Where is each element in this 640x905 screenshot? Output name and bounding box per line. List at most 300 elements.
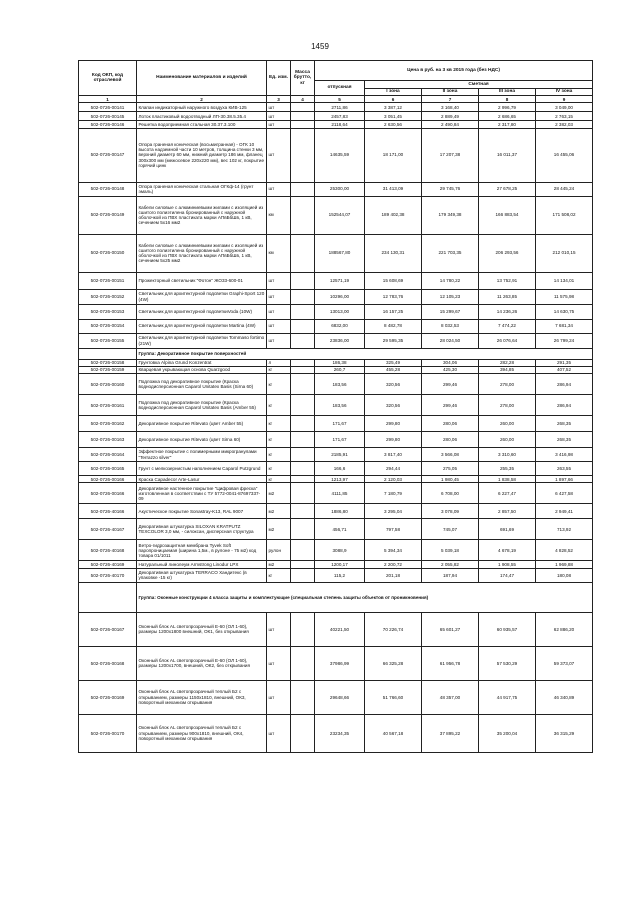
col-index: 2 (137, 96, 267, 103)
cell-zone-3: 7 474,22 (479, 319, 536, 333)
cell-name: Эффектное покрытие с полимерными микрогранулами "Terrazzo silver" (137, 448, 267, 462)
cell-mass (291, 319, 315, 333)
cell-unit: рулон (267, 540, 291, 561)
cell-zone-2: 2 889,49 (422, 112, 479, 121)
cell-zone-3: 206 293,56 (479, 234, 536, 272)
cell-name: Кабели силовые с алюминиевыми жилами с изоляцией из сшитого полиэтилена бронированный с наружной оболочкой из ПВХ пластиката марки АПвБбШв, 1 кВ, сечением 5х16 мм2 (137, 196, 267, 234)
cell-zone-2: 37 895,22 (422, 714, 479, 752)
cell-code: 502-0726-00146 (79, 121, 137, 128)
table-row (79, 128, 593, 182)
cell-zone-4: 291,35 (536, 359, 593, 366)
group-row (79, 582, 593, 612)
cell-release: 37986,99 (315, 646, 365, 680)
cell-zone-4: 46 340,89 (536, 680, 593, 714)
cell-zone-2: 5 039,18 (422, 540, 479, 561)
cell-name: Подложка под декоративное покрытие (Краска воднодисперсионная Caparol Unitatex Basis (Amber 55) (137, 395, 267, 416)
header-zone-2: II зона (422, 88, 479, 96)
cell-code: 502-0726-00153 (79, 304, 137, 319)
cell-mass (291, 612, 315, 646)
cell-zone-1: 12 783,76 (365, 289, 422, 304)
cell-zone-4: 713,92 (536, 519, 593, 540)
cell-mass (291, 448, 315, 462)
header-release: отпускная (315, 81, 365, 96)
cell-mass (291, 561, 315, 568)
cell-zone-2: 187,94 (422, 568, 479, 582)
cell-code: 502-0726-00170 (79, 714, 137, 752)
header-code: Код ОКП, код отраслевой (79, 61, 137, 96)
header-price-group: Цена в руб. на 3 кв 2015 года (без НДС) (315, 61, 593, 81)
cell-name: Декоративная штукатурка SILOXAN KRATPUTZ TEXCOLOR 3,0 мм, - силоксан, дисперсная структура (137, 519, 267, 540)
cell-mass (291, 483, 315, 504)
cell-zone-4: 2 949,41 (536, 504, 593, 519)
cell-unit: м2 (267, 504, 291, 519)
cell-zone-3: 260,00 (479, 432, 536, 448)
cell-unit: шт (267, 128, 291, 182)
cell-zone-4: 26 799,24 (536, 333, 593, 348)
cell-zone-4: 4 828,52 (536, 540, 593, 561)
cell-zone-2: 3 078,09 (422, 504, 479, 519)
cell-mass (291, 304, 315, 319)
cell-zone-1: 3 387,12 (365, 103, 422, 112)
cell-name: Клапан индикаторный наружного воздуха КИВ-125 (137, 103, 267, 112)
cell-zone-4: 62 886,20 (536, 612, 593, 646)
cell-zone-2: 304,06 (422, 359, 479, 366)
cell-code: 502-0726-00148 (79, 182, 137, 196)
cell-zone-2: 14 780,22 (422, 272, 479, 289)
page-number: 1459 (311, 42, 329, 51)
table-row (79, 504, 593, 519)
cell-unit: шт (267, 272, 291, 289)
cell-zone-2: 299,46 (422, 374, 479, 395)
cell-name: Натуральный линолеум Armstrong Linodur LPX (137, 561, 267, 568)
cell-zone-2: 15 299,67 (422, 304, 479, 319)
cell-zone-3: 278,00 (479, 395, 536, 416)
cell-code: 502-0726-00160 (79, 374, 137, 395)
cell-zone-1: 7 180,79 (365, 483, 422, 504)
cell-mass (291, 289, 315, 304)
table-row (79, 714, 593, 752)
cell-zone-4: 171 508,02 (536, 196, 593, 234)
cell-zone-1: 201,18 (365, 568, 422, 582)
cell-release: 2118,64 (315, 121, 365, 128)
cell-name: Опора граненая коническая стальная ОГКф-14 (грунт эмаль) (137, 182, 267, 196)
cell-zone-1: 40 567,18 (365, 714, 422, 752)
cell-zone-2: 2 055,82 (422, 561, 479, 568)
cell-release: 14635,59 (315, 128, 365, 182)
cell-zone-1: 3 817,40 (365, 448, 422, 462)
cell-release: 3088,9 (315, 540, 365, 561)
cell-mass (291, 519, 315, 540)
cell-code: 502-0726-00152 (79, 289, 137, 304)
cell-unit: м2 (267, 561, 291, 568)
cell-zone-1: 15 608,69 (365, 272, 422, 289)
cell-code: 502-0726-00154 (79, 319, 137, 333)
table-row (79, 448, 593, 462)
cell-release: 186,38 (315, 359, 365, 366)
cell-mass (291, 103, 315, 112)
cell-zone-4: 7 681,34 (536, 319, 593, 333)
cell-zone-2: 48 357,00 (422, 680, 479, 714)
cell-zone-4: 14 134,01 (536, 272, 593, 289)
table-row (79, 561, 593, 568)
cell-unit: м2 (267, 519, 291, 540)
cell-zone-4: 268,35 (536, 416, 593, 432)
cell-zone-3: 27 678,25 (479, 182, 536, 196)
header-estimate: Сметная (365, 81, 593, 89)
cell-zone-3: 1 908,55 (479, 561, 536, 568)
cell-zone-1: 18 171,00 (365, 128, 422, 182)
cell-zone-4: 3 049,00 (536, 103, 593, 112)
cell-code: 502-0726-00165 (79, 462, 137, 476)
cell-release: 166,6 (315, 462, 365, 476)
price-table (78, 60, 593, 753)
cell-unit: шт (267, 112, 291, 121)
cell-zone-3: 60 935,57 (479, 612, 536, 646)
cell-release: 1213,97 (315, 476, 365, 483)
cell-zone-2: 745,07 (422, 519, 479, 540)
cell-unit: шт (267, 103, 291, 112)
cell-zone-4: 2 382,03 (536, 121, 593, 128)
cell-zone-3: 57 530,29 (479, 646, 536, 680)
cell-name: Декоративное покрытие Ritevato (цвет Sirna 60) (137, 432, 267, 448)
cell-zone-3: 166 883,54 (479, 196, 536, 234)
cell-name: Оконный блок AL светопрозрачный теплый Б2 с открыванием, размеры 1150х1810, внешний, ОК3, поворотный механизм открывания (137, 680, 267, 714)
cell-name: Кварцевая укрывающая основа Quarzgood (137, 366, 267, 373)
cell-name: Прожекторный светильник "Фотон" ЖО33-600-01 (137, 272, 267, 289)
cell-code: 502-0726-00147 (79, 128, 137, 182)
cell-name: Подложка под декоративное покрытие (Краска воднодисперсионная Caparol Unitatex Basis (Sirna 60) (137, 374, 267, 395)
cell-zone-2: 28 024,50 (422, 333, 479, 348)
cell-release: 171,67 (315, 416, 365, 432)
cell-zone-1: 455,28 (365, 366, 422, 373)
cell-zone-1: 16 157,25 (365, 304, 422, 319)
cell-zone-1: 3 295,04 (365, 504, 422, 519)
table-row (79, 680, 593, 714)
cell-zone-3: 2 317,80 (479, 121, 536, 128)
cell-zone-4: 268,35 (536, 432, 593, 448)
cell-release: 115,2 (315, 568, 365, 582)
cell-zone-4: 16 455,06 (536, 128, 593, 182)
cell-release: 183,56 (315, 374, 365, 395)
cell-code: 502-0726-00168 (79, 646, 137, 680)
cell-zone-4: 36 315,29 (536, 714, 593, 752)
cell-mass (291, 359, 315, 366)
cell-zone-1: 5 394,34 (365, 540, 422, 561)
cell-zone-2: 8 032,53 (422, 319, 479, 333)
col-index: 8 (479, 96, 536, 103)
cell-unit: шт (267, 333, 291, 348)
cell-zone-3: 35 200,04 (479, 714, 536, 752)
cell-release: 2711,86 (315, 103, 365, 112)
header-mass: Масса брутто, кг (291, 61, 315, 96)
cell-code: 502-0726-00151 (79, 272, 137, 289)
cell-name: Светильник для архитектурной подсветки Martina (4W) (137, 319, 267, 333)
cell-zone-2: 6 708,00 (422, 483, 479, 504)
cell-name: Опора граненая коническая (восьмигранная) - ОГК 10 высота надземной части 10 метров, толщина стенки 3 мм, верхний диаметр 60 мм, нижний диаметр 186 мм, фланец 300х300 мм (межосевое 220х220 мм), вес 102 кг, покрытие горячий цинк (137, 128, 267, 182)
cell-mass (291, 540, 315, 561)
cell-zone-2: 61 956,78 (422, 646, 479, 680)
cell-release: 23836,00 (315, 333, 365, 348)
cell-zone-3: 282,28 (479, 359, 536, 366)
table-row (79, 304, 593, 319)
cell-zone-1: 234 130,31 (365, 234, 422, 272)
cell-unit: кг (267, 476, 291, 483)
cell-release: 29648,66 (315, 680, 365, 714)
cell-zone-4: 1 969,88 (536, 561, 593, 568)
cell-zone-1: 294,44 (365, 462, 422, 476)
cell-mass (291, 272, 315, 289)
cell-unit: км (267, 234, 291, 272)
cell-unit: кг (267, 568, 291, 582)
cell-zone-3: 2 996,79 (479, 103, 536, 112)
cell-release: 2185,91 (315, 448, 365, 462)
cell-zone-3: 174,47 (479, 568, 536, 582)
table-row (79, 374, 593, 395)
cell-unit: шт (267, 680, 291, 714)
cell-zone-1: 2 630,56 (365, 121, 422, 128)
cell-release: 1886,80 (315, 504, 365, 519)
cell-zone-1: 2 200,72 (365, 561, 422, 568)
cell-code: 502-0726-00167 (79, 612, 137, 646)
cell-name: Светильник для архитектурной подсветки Tommaso fortimo (21W) (137, 333, 267, 348)
cell-name: Декоративное настенное покрытие "Цифровая фреска" изготовленная в соответствии с ТУ 5772-0041-87697337-09 (137, 483, 267, 504)
cell-unit: кг (267, 432, 291, 448)
cell-zone-4: 407,52 (536, 366, 593, 373)
cell-zone-3: 260,00 (479, 416, 536, 432)
cell-release: 4111,85 (315, 483, 365, 504)
cell-zone-3: 1 838,58 (479, 476, 536, 483)
column-index-row (79, 96, 593, 103)
cell-release: 23234,35 (315, 714, 365, 752)
cell-code: 502-0726-00163 (79, 432, 137, 448)
table-row (79, 272, 593, 289)
cell-code: 502-0726-00141 (79, 103, 137, 112)
table-row (79, 333, 593, 348)
cell-zone-2: 65 601,27 (422, 612, 479, 646)
cell-name: Решетка водоприемная стальная 30.37.3.100 (137, 121, 267, 128)
table-row (79, 612, 593, 646)
cell-zone-4: 3 416,98 (536, 448, 593, 462)
cell-release: 152544,07 (315, 196, 365, 234)
table-row (79, 359, 593, 366)
cell-release: 40221,50 (315, 612, 365, 646)
cell-zone-4: 286,94 (536, 395, 593, 416)
cell-zone-3: 13 752,91 (479, 272, 536, 289)
header-zone-4: IV зона (536, 88, 593, 96)
cell-zone-2: 3 168,40 (422, 103, 479, 112)
cell-zone-3: 394,85 (479, 366, 536, 373)
cell-name: Декоративная штукатурка TERRACO Хандитекс (в упаковке -15 кг) (137, 568, 267, 582)
cell-unit: шт (267, 289, 291, 304)
header-unit: Ед. изм. (267, 61, 291, 96)
cell-unit: км (267, 196, 291, 234)
cell-zone-3: 11 263,85 (479, 289, 536, 304)
cell-mass (291, 333, 315, 348)
cell-zone-3: 44 917,75 (479, 680, 536, 714)
cell-zone-2: 17 207,38 (422, 128, 479, 182)
header-zone-1: I зона (365, 88, 422, 96)
cell-code: 502-0726-00161 (79, 395, 137, 416)
cell-zone-3: 278,00 (479, 374, 536, 395)
cell-zone-1: 66 325,28 (365, 646, 422, 680)
cell-mass (291, 504, 315, 519)
col-index: 9 (536, 96, 593, 103)
cell-code: 502-0726-40170 (79, 568, 137, 582)
cell-unit: кг (267, 448, 291, 462)
cell-zone-3: 2 857,50 (479, 504, 536, 519)
cell-code: 502-0726-00166 (79, 476, 137, 483)
cell-name: Акустическое покрытие Sonastray-K13, RAL 9007 (137, 504, 267, 519)
cell-mass (291, 416, 315, 432)
header-row-1 (79, 61, 593, 81)
cell-zone-4: 263,55 (536, 462, 593, 476)
cell-name: Краска Capadecor Arte-Lasur (137, 476, 267, 483)
cell-code: 502-0726-00169 (79, 680, 137, 714)
cell-release: 1200,17 (315, 561, 365, 568)
table-row (79, 103, 593, 112)
group-spacer (79, 582, 137, 612)
cell-zone-1: 29 595,35 (365, 333, 422, 348)
cell-code: 502-0726-40168 (79, 540, 137, 561)
cell-unit: кг (267, 416, 291, 432)
cell-zone-1: 8 482,78 (365, 319, 422, 333)
cell-mass (291, 646, 315, 680)
cell-zone-1: 299,80 (365, 432, 422, 448)
cell-code: 502-0726-00162 (79, 416, 137, 432)
cell-code: 502-0726-00158 (79, 359, 137, 366)
cell-zone-4: 6 427,58 (536, 483, 593, 504)
cell-name: Светильник для архитектурной подсветки Graphi-Sport 120 (4W) (137, 289, 267, 304)
cell-code: 502-0726-00159 (79, 366, 137, 373)
cell-zone-3: 255,35 (479, 462, 536, 476)
table-row (79, 540, 593, 561)
cell-release: 456,71 (315, 519, 365, 540)
cell-release: 171,67 (315, 432, 365, 448)
cell-name: Грунт с мелкозернистым наполнением Caparol Putzgrund (137, 462, 267, 476)
table-row (79, 121, 593, 128)
cell-unit: шт (267, 646, 291, 680)
table-row (79, 416, 593, 432)
cell-mass (291, 366, 315, 373)
cell-release: 25300,00 (315, 182, 365, 196)
cell-unit: шт (267, 319, 291, 333)
cell-release: 6832,00 (315, 319, 365, 333)
cell-zone-2: 275,05 (422, 462, 479, 476)
col-index: 4 (291, 96, 315, 103)
cell-mass (291, 432, 315, 448)
cell-mass (291, 112, 315, 121)
cell-zone-1: 325,49 (365, 359, 422, 366)
col-index: 3 (267, 96, 291, 103)
cell-unit: шт (267, 612, 291, 646)
cell-code: 502-0726-40166 (79, 504, 137, 519)
cell-mass (291, 121, 315, 128)
cell-name: Оконный блок AL светопрозрачный Е-60 (ОЛ 1-60), размеры 1200х1700, внешний, ОК2, без открывания (137, 646, 267, 680)
cell-unit: кг (267, 395, 291, 416)
cell-code: 502-0726-00150 (79, 234, 137, 272)
cell-code: 502-0726-00155 (79, 333, 137, 348)
cell-zone-1: 31 413,09 (365, 182, 422, 196)
cell-name: Светильник для архитектурной подсветкиVoda (10W) (137, 304, 267, 319)
cell-zone-4: 286,94 (536, 374, 593, 395)
cell-code: 502-0726-00164 (79, 448, 137, 462)
table-row (79, 234, 593, 272)
table-row (79, 319, 593, 333)
cell-zone-2: 299,46 (422, 395, 479, 416)
cell-mass (291, 714, 315, 752)
cell-name: Кабели силовые с алюминиевыми жилами с изоляцией из сшитого полиэтилена бронированный с наружной оболочкой из ПВХ пластиката марки АПвБбШв, 1 кВ, сечением 5х25 мм2 (137, 234, 267, 272)
header-name: Наименование материалов и изделий (137, 61, 267, 96)
table-row (79, 568, 593, 582)
cell-release: 13013,00 (315, 304, 365, 319)
cell-release: 188567,80 (315, 234, 365, 272)
cell-name: Декоративное покрытие Ritevato (цвет Amber 55) (137, 416, 267, 432)
col-index: 6 (365, 96, 422, 103)
cell-release: 2457,83 (315, 112, 365, 121)
cell-name: Оконный блок AL светопрозрачный теплый Б2 с открыванием, размеры 900х1810, внешний, ОК4, поворотный механизм открывания (137, 714, 267, 752)
col-index: 1 (79, 96, 137, 103)
cell-zone-2: 1 980,45 (422, 476, 479, 483)
cell-zone-1: 189 402,38 (365, 196, 422, 234)
cell-mass (291, 568, 315, 582)
cell-mass (291, 128, 315, 182)
cell-zone-2: 12 105,23 (422, 289, 479, 304)
table-row (79, 476, 593, 483)
table-row (79, 519, 593, 540)
header-zone-3: III зона (479, 88, 536, 96)
cell-code: 502-0726-00149 (79, 196, 137, 234)
cell-zone-1: 51 766,60 (365, 680, 422, 714)
cell-zone-2: 179 349,38 (422, 196, 479, 234)
cell-release: 260,7 (315, 366, 365, 373)
cell-zone-4: 2 763,15 (536, 112, 593, 121)
cell-unit: кг (267, 374, 291, 395)
cell-zone-4: 180,08 (536, 568, 593, 582)
cell-zone-2: 3 566,08 (422, 448, 479, 462)
col-index: 5 (315, 96, 365, 103)
cell-zone-4: 1 897,66 (536, 476, 593, 483)
cell-unit: шт (267, 714, 291, 752)
cell-unit: кг (267, 366, 291, 373)
cell-zone-1: 797,58 (365, 519, 422, 540)
cell-zone-3: 691,69 (479, 519, 536, 540)
cell-zone-3: 16 011,37 (479, 128, 536, 182)
cell-zone-4: 14 630,75 (536, 304, 593, 319)
cell-zone-4: 28 445,24 (536, 182, 593, 196)
col-index: 7 (422, 96, 479, 103)
table-row (79, 182, 593, 196)
group-title: Группа: Оконные конструкции 4 класса защиты и комплектующие (специальная степень защиты объектов от проникновения) (137, 582, 593, 612)
cell-zone-3: 2 686,65 (479, 112, 536, 121)
table-row (79, 112, 593, 121)
cell-zone-2: 29 745,76 (422, 182, 479, 196)
cell-unit: шт (267, 304, 291, 319)
cell-name: Ветро-гидрозащитная мембрана Tyvek Soft паропроницаемая (ширина 1,5м., в рулоне - 75 м2) код товара 01/1011 (137, 540, 267, 561)
cell-mass (291, 680, 315, 714)
cell-unit: л (267, 359, 291, 366)
table-row (79, 432, 593, 448)
table-row (79, 395, 593, 416)
cell-zone-3: 26 076,64 (479, 333, 536, 348)
cell-unit: шт (267, 121, 291, 128)
cell-mass (291, 374, 315, 395)
cell-unit: кг (267, 462, 291, 476)
cell-zone-2: 2 490,84 (422, 121, 479, 128)
cell-code: 502-0726-00145 (79, 112, 137, 121)
group-spacer (79, 348, 137, 359)
cell-name: Оконный блок AL светопрозрачный Е-60 (ОЛ 1-60), размеры 1200х1800 внешний, ОК1, без открывания (137, 612, 267, 646)
cell-zone-1: 320,56 (365, 374, 422, 395)
